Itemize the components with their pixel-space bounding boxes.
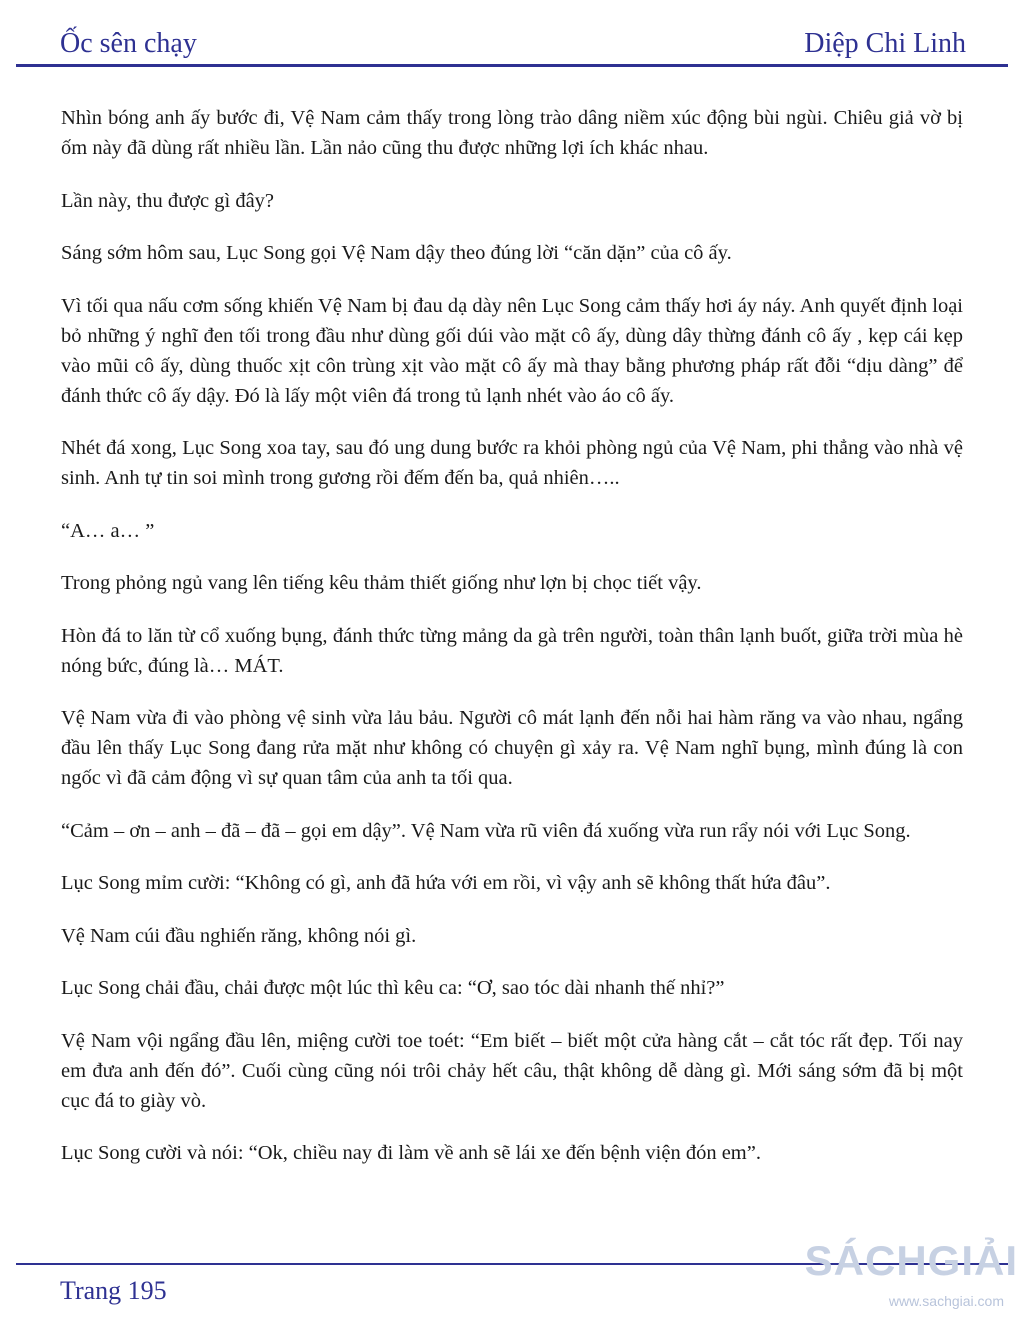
- watermark-url: www.sachgiai.com: [888, 1293, 1004, 1309]
- watermark-logo: [804, 1236, 1018, 1316]
- paragraph: Sáng sớm hôm sau, Lục Song gọi Vệ Nam dậy theo đúng lời “căn dặn” của cô ấy.: [61, 242, 732, 264]
- body-text: [61, 103, 963, 1191]
- paragraph: “A… a… ”: [61, 519, 155, 542]
- paragraph: Trong phỏng ngủ vang lên tiếng kêu thảm thiết giống như lợn bị chọc tiết vậy.: [61, 572, 702, 594]
- paragraph: Vì tối qua nấu cơm sống khiến Vệ Nam bị đau dạ dày nên Lục Song cảm thấy hơi áy náy. Anh quyết định loại bỏ những ý nghĩ đen tối trong đầu như dùng gối dúi vào mặt cô ấy, dùng dây thừng đánh cô ấy , kẹp cái kẹp vào mũi cô ấy, dùng thuốc xịt côn trùng xịt vào mặt cô ấy mà thay bằng phương pháp rất đỗi “dịu dàng” để đánh thức cô ấy dậy. Đó là lấy một viên đá trong tủ lạnh nhét vào áo cô ấy.: [61, 294, 963, 407]
- paragraph: Hòn đá to lăn từ cổ xuống bụng, đánh thức từng mảng da gà trên người, toàn thân lạnh buốt, giữa trời mùa hè nóng bức, đúng là… MÁT.: [61, 624, 963, 677]
- paragraph: “Cảm – ơn – anh – đã – đã – gọi em dậy”. Vệ Nam vừa rũ viên đá xuống vừa run rẩy nói với Lục Song.: [61, 819, 911, 842]
- paragraph: Lần này, thu được gì đây?: [61, 189, 275, 212]
- paragraph: Lục Song cười và nói: “Ok, chiều nay đi làm về anh sẽ lái xe đến bệnh viện đón em”.: [61, 1142, 761, 1164]
- book-title: Ốc sên chạy: [60, 28, 197, 59]
- page-header: [0, 0, 1024, 66]
- paragraph: Nhét đá xong, Lục Song xoa tay, sau đó ung dung bước ra khỏi phòng ngủ của Vệ Nam, phi thẳng vào nhà vệ sinh. Anh tự tin soi mình trong gương rồi đếm đến ba, quả nhiên…..: [61, 437, 963, 489]
- paragraph: Vệ Nam cúi đầu nghiến răng, không nói gì.: [61, 924, 417, 947]
- paragraph: Nhìn bóng anh ấy bước đi, Vệ Nam cảm thấy trong lòng trào dâng niềm xúc động bùi ngùi. Chiêu giả vờ bị ốm này đã dùng rất nhiều lần. Lần nảo cũng thu được những lợi ích khác nhau.: [61, 107, 963, 159]
- paragraph: Lục Song chải đầu, chải được một lúc thì kêu ca: “Ơ, sao tóc dài nhanh thế nhỉ?”: [61, 977, 725, 999]
- paragraph: Vệ Nam vội ngẩng đầu lên, miệng cười toe toét: “Em biết – biết một cửa hàng cắt – cắt tóc rất đẹp. Tối nay em đưa anh đến đó”. Cuối cùng cũng nói trôi chảy hết câu, thật không dễ dàng gì. Mới sáng sớm đã bị một cục đá to giày vò.: [61, 1029, 963, 1112]
- paragraph: Vệ Nam vừa đi vào phòng vệ sinh vừa lảu bảu. Người cô mát lạnh đến nỗi hai hàm răng va vào nhau, ngẩng đầu lên thấy Lục Song đang rửa mặt như không có chuyện gì xảy ra. Vệ Nam nghĩ bụng, mình đúng là con ngốc vì đã cảm động vì sự quan tâm của anh ta tối qua.: [61, 707, 963, 789]
- header-divider: [16, 64, 1008, 67]
- watermark-brand: SÁCHGIẢI: [804, 1237, 1018, 1284]
- page-number: Trang 195: [60, 1276, 167, 1305]
- paragraph: Lục Song mỉm cười: “Không có gì, anh đã hứa với em rồi, vì vậy anh sẽ không thất hứa đâu”.: [61, 872, 831, 894]
- author-name: Diệp Chi Linh: [804, 28, 966, 59]
